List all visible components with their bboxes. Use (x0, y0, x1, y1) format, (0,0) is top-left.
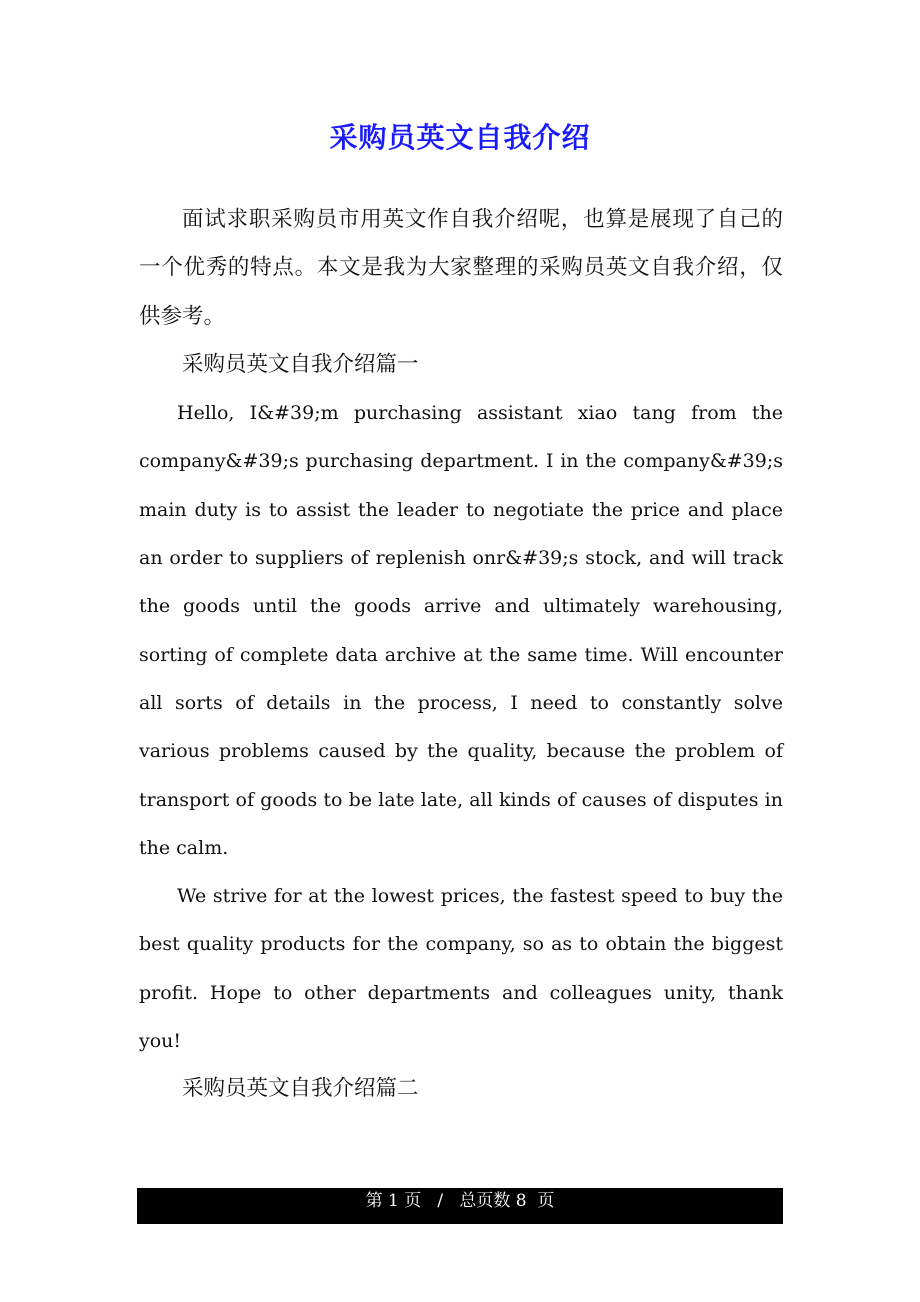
document-title: 采购员英文自我介绍 (329, 121, 591, 154)
document-body (139, 196, 783, 1114)
page-number-label: 第 1 页 / 总页数 8 页 (365, 1191, 555, 1211)
section-one-paragraph-2: We strive for at the lowest prices, the fastest speed to buy the best quality products for the company, so as to obtain the biggest profit. Hope to other departments and colleagues unity, thank you! (139, 885, 783, 1053)
section-one-paragraph-1: Hello, I&#39;m purchasing assistant xiao tang from the company&#39;s purchasing department. I in the company&#39;s main duty is to assist the leader to negotiate the price and place an order to suppliers of replenish onr&#39;s stock, and will track the goods until the goods arrive and ultimately warehousing, sorting of complete data archive at the same time. Will encounter all sorts of details in the process, I need to constantly solve various problems caused by the quality, because the problem of transport of goods to be late late, all kinds of causes of disputes in the calm. (139, 402, 783, 859)
section-two-heading: 采购员英文自我介绍篇二 (182, 1076, 419, 1102)
section-one-heading: 采购员英文自我介绍篇一 (182, 351, 419, 377)
intro-paragraph: 面试求职采购员市用英文作自我介绍呢，也算是展现了自己的一个优秀的特点。本文是我为大家整理的采购员英文自我介绍，仅供参考。 (139, 207, 783, 329)
page-footer (137, 1188, 783, 1224)
